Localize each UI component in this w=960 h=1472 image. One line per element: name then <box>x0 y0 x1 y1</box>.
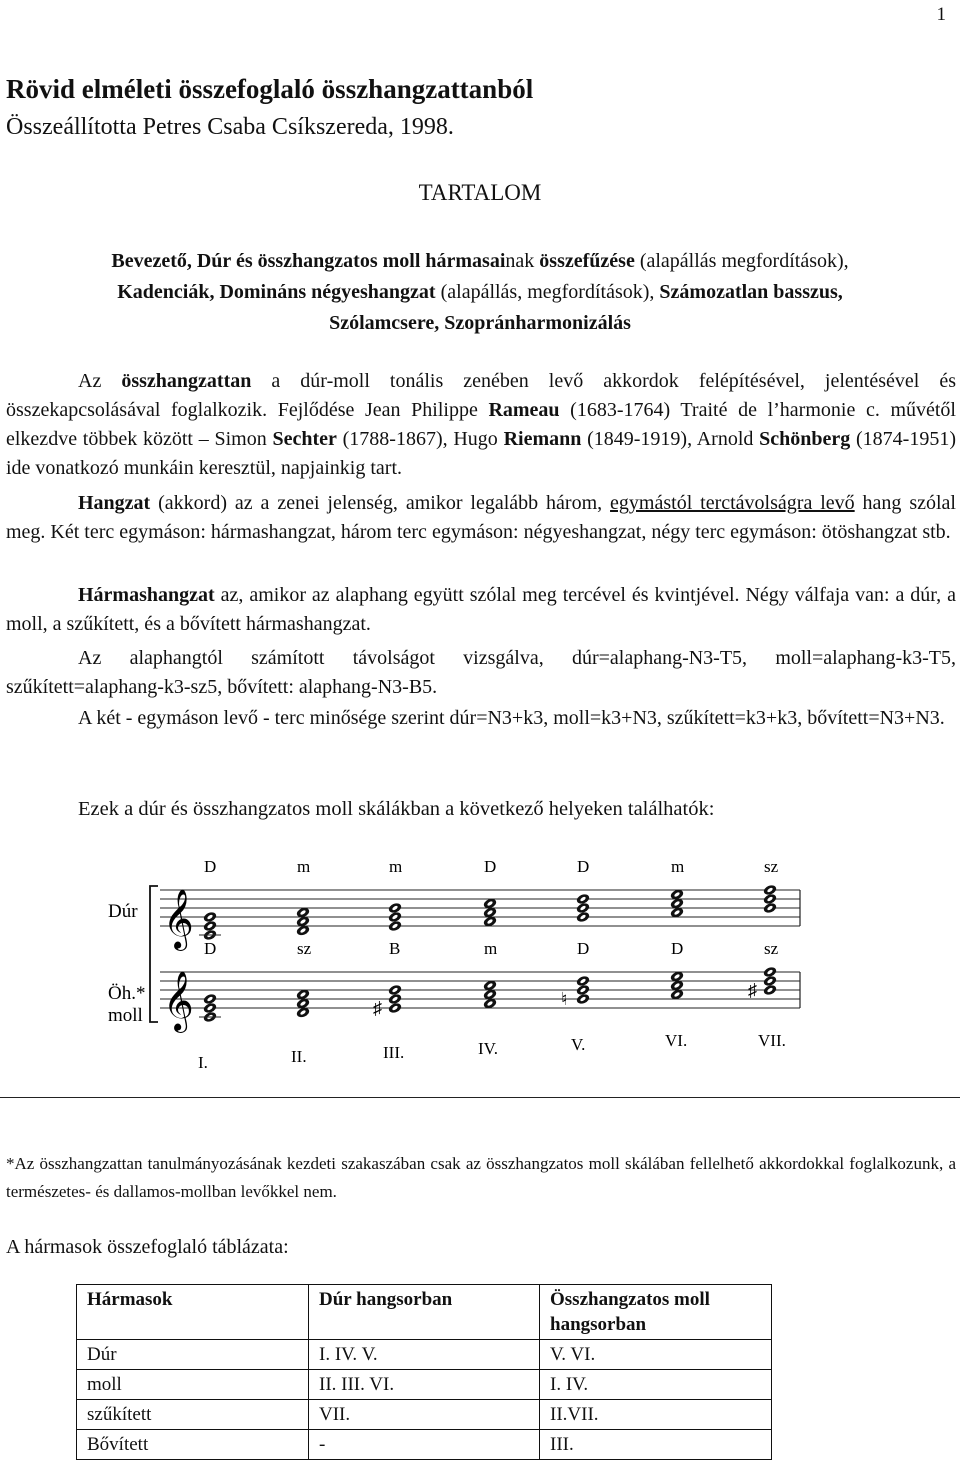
music-example-caption: Ezek a dúr és összhangzatos moll skálákban a következő helyeken találhatók: <box>78 798 715 820</box>
document-title: Rövid elméleti összefoglaló összhangzattanból <box>6 74 534 104</box>
term: Hármashangzat <box>78 584 215 606</box>
scale-degree-label: V. <box>571 1035 586 1054</box>
table-cell: VII. <box>309 1400 540 1430</box>
toc-text: (alapállás megfordítások), <box>634 250 849 272</box>
scale-degree-label: VII. <box>758 1031 786 1050</box>
scale-degree-label: VI. <box>665 1031 688 1050</box>
table-cell: Bővített <box>77 1430 309 1460</box>
system-bracket <box>150 886 158 1022</box>
triads-summary-table <box>76 1284 772 1460</box>
table-cell: V. VI. <box>540 1340 772 1370</box>
document-subtitle: Összeállította Petres Csaba Csíkszereda, 1998. <box>6 114 454 140</box>
header-cell: Hármasok <box>77 1285 309 1340</box>
sharp-accidental-icon: ♯ <box>373 998 382 1018</box>
table-cell: II. III. VI. <box>309 1370 540 1400</box>
paragraph-intro <box>6 367 956 483</box>
table-cell: Dúr <box>77 1340 309 1370</box>
chord-type-label: m <box>297 857 311 876</box>
footnote-separator <box>0 1097 960 1098</box>
music-notation-example <box>0 850 960 1090</box>
text: A két - egymáson levő - terc minősége szerint dúr=N3+k3, moll=k3+N3, szűkített=k3+k3, bővített=N3+N3. <box>78 707 945 729</box>
table-row <box>77 1340 772 1370</box>
scale-degree-label: II. <box>291 1047 307 1066</box>
toc-text: Kadenciák, Domináns négyeshangzat <box>117 281 436 303</box>
table-row <box>77 1400 772 1430</box>
sharp-accidental-icon: ♯ <box>748 980 757 1000</box>
chord-type-label: B <box>389 939 401 958</box>
chord-type-label: D <box>577 857 590 876</box>
footnote: *Az összhangzattan tanulmányozásának kezdeti szakaszában csak az összhangzatos moll skálában fellelhető akkordokkal foglalkozunk, a természetes- és dallamos-mollban levőkkel nem. <box>6 1154 956 1201</box>
staff-label-oh: Öh.* <box>108 983 146 1004</box>
table-row <box>77 1370 772 1400</box>
paragraph-harmashangzat <box>6 581 956 639</box>
header-cell: Dúr hangsorban <box>309 1285 540 1340</box>
text: (1788-1867), Hugo <box>336 428 504 450</box>
paragraph-thirds <box>6 704 956 733</box>
text: hang szólal meg. Két terc egymáson: hármashangzat, három terc egymáson: négyeshangzat, négy terc egymáson: ötöshangzat stb. <box>6 492 956 543</box>
table-header-row <box>77 1285 772 1340</box>
staff-label-moll: moll <box>108 1005 143 1026</box>
paragraph-hangzat <box>6 489 956 547</box>
name: Rameau <box>488 399 560 421</box>
chord-type-label: m <box>389 857 403 876</box>
staff-label-dur: Dúr <box>108 901 138 922</box>
chord-type-label: D <box>671 939 684 958</box>
text: Az alaphangtól számított távolságot vizsgálva, dúr=alaphang-N3-T5, moll=alaphang-k3-T5, szűkített=alaphang-k3-sz5, bővített: alaphang-N3-B5. <box>6 647 956 698</box>
table-cell: III. <box>540 1430 772 1460</box>
name: Sechter <box>272 428 337 450</box>
term: összhangzattan <box>121 370 252 392</box>
text: (1874-1951) ide vonatkozó munkáin keresztül, napjainkig tart. <box>6 428 956 479</box>
staff-dur <box>160 857 800 951</box>
name: Riemann <box>503 428 582 450</box>
toc-text: nak <box>505 250 540 272</box>
table-cell: moll <box>77 1370 309 1400</box>
name: Schönberg <box>759 428 851 450</box>
toc-line-3 <box>40 308 920 339</box>
toc-line-1 <box>40 246 920 277</box>
chord-type-label: D <box>577 939 590 958</box>
text: a dúr-moll tonális zenében levő akkordok felépítésével, jelentésével és összekapcsolásával foglalkozik. Fejlődése Jean Philippe <box>6 370 956 421</box>
toc-heading: TARTALOM <box>418 180 542 205</box>
table-cell: - <box>309 1430 540 1460</box>
treble-clef-icon: 𝄞 <box>163 973 194 1030</box>
scale-degree-label: I. <box>198 1053 208 1072</box>
scale-degree-label: IV. <box>478 1039 498 1058</box>
table-row <box>77 1430 772 1460</box>
toc-text: (alapállás, megfordítások), <box>435 281 660 303</box>
text: (akkord) az a zenei jelenség, amikor legalább három, <box>150 492 611 514</box>
term: Hangzat <box>78 492 151 514</box>
page-number: 1 <box>936 4 946 25</box>
header-cell: Összhangzatos moll hangsorban <box>540 1285 772 1340</box>
chord-type-label: D <box>204 857 217 876</box>
table-of-contents <box>40 246 920 339</box>
underlined-text: egymástól terctávolságra levő <box>610 492 855 514</box>
chord-type-label: D <box>484 857 497 876</box>
scale-degree-label: III. <box>383 1043 405 1062</box>
toc-text: Szólamcsere, Szopránharmonizálás <box>329 312 631 334</box>
text: (1849-1919), Arnold <box>581 428 760 450</box>
text: az, amikor az alaphang együtt szólal meg tercével és kvintjével. Négy válfaja van: a dúr, a moll, a szűkített, és a bővített hármashangzat. <box>6 584 956 635</box>
table-cell: szűkített <box>77 1400 309 1430</box>
treble-clef-icon: 𝄞 <box>163 891 194 948</box>
natural-accidental-icon: ♮ <box>561 989 568 1009</box>
table-cell: I. IV. <box>540 1370 772 1400</box>
table-cell: I. IV. V. <box>309 1340 540 1370</box>
toc-text: Számozatlan basszus, <box>659 281 843 303</box>
table-cell: II.VII. <box>540 1400 772 1430</box>
toc-text: összefűzése <box>539 250 635 272</box>
staff-moll <box>160 939 800 1072</box>
toc-line-2 <box>40 277 920 308</box>
table-caption: A hármasok összefoglaló táblázata: <box>6 1236 289 1258</box>
chord-type-label: D <box>204 939 217 958</box>
toc-text: Bevezető, Dúr és összhangzatos moll hármasai <box>111 250 506 272</box>
chord-type-label: m <box>484 939 498 958</box>
chord-type-label: sz <box>297 939 312 958</box>
chord-type-label: sz <box>764 939 779 958</box>
paragraph-intervals <box>6 644 956 702</box>
text: (1683-1764) Traité de l’harmonie c. művétől elkezdve többek között – Simon <box>6 399 956 450</box>
chord-type-label: m <box>671 857 685 876</box>
chord-type-label: sz <box>764 857 779 876</box>
text: Az <box>78 370 122 392</box>
